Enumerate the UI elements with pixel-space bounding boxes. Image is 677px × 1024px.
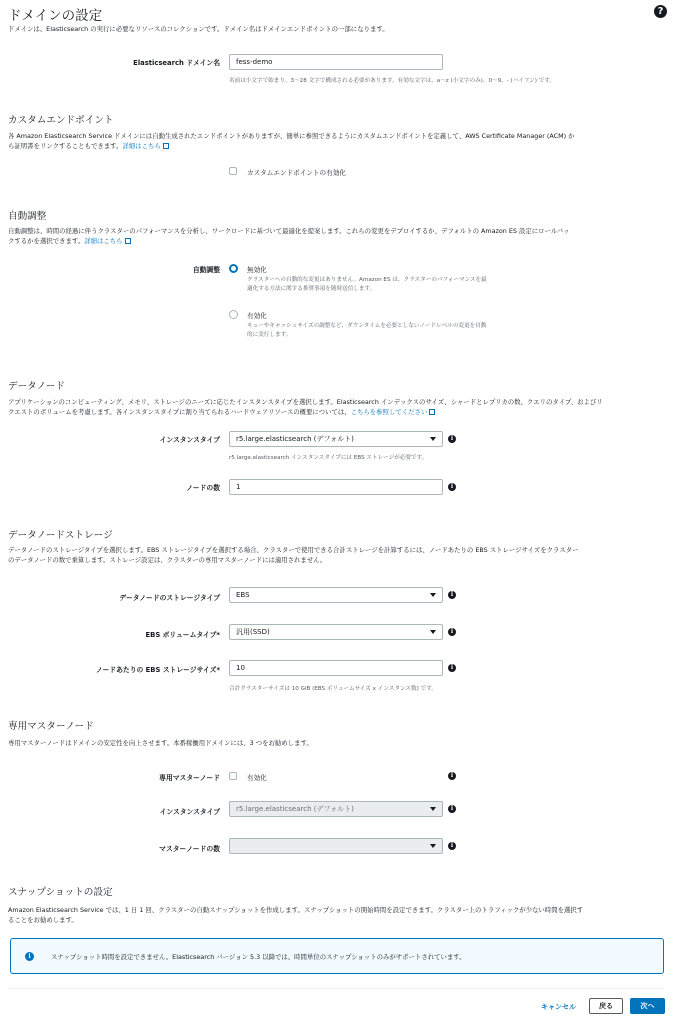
info-icon: i [25,952,34,961]
chevron-down-icon [430,807,436,811]
auto-tune-learn-more-link[interactable]: 詳細はこちら [84,237,123,245]
info-icon[interactable]: i [448,805,456,813]
ebs-volume-type-label: EBS ボリュームタイプ* [145,631,220,639]
master-count-select[interactable] [229,838,443,854]
data-nodes-heading: データノード [8,381,65,392]
cancel-button[interactable]: キャンセル [541,1003,576,1011]
page-title: ドメインの設定 [8,8,103,24]
info-icon[interactable]: i [448,483,456,491]
snapshot-heading: スナップショットの設定 [8,887,113,898]
master-description: 専用マスターノードはドメインの安定性を向上させます。本番稼働用ドメインには、3 つをお勧めします。 [8,739,313,747]
node-count-input[interactable]: 1 [229,479,443,495]
data-nodes-reference-link[interactable]: こちらを参照してください [350,408,428,416]
domain-name-hint: 名前は小文字で始まり、3～28 文字で構成される必要があります。有効な文字は、a～z (小文字のみ)、0～9、- (ハイフン) です。 [229,78,556,84]
back-button[interactable]: 戻る [589,998,623,1014]
snapshot-description: Amazon Elasticsearch Service では、1 日 1 回、クラスターの自動スナップショットを作成します。スナップショットの開始時間を設定できます。クラスター上のトラフィックが少ない時間を選択す ることをお勧めします。 [8,906,584,924]
master-heading: 専用マスターノード [8,721,94,732]
storage-type-label: データノードのストレージタイプ [119,594,220,602]
storage-type-select[interactable]: EBS [229,587,443,603]
data-nodes-description: アプリケーションのコンピューティング、メモリ、ストレージのニーズに応じたインスタンスタイプを選択します。Elasticsearch インデックスのサイズ、シャードとレプリカの数、クエリのタイプ、およびリ クエストのボリュームを考慮します。各インスタンスタイプに割り当てられるハードウェアリソースの概要については、こちらを参照してください [8,398,603,416]
master-count-label: マスターノードの数 [159,845,220,853]
chevron-down-icon [430,630,436,634]
instance-type-label: インスタンスタイプ [159,436,220,444]
external-link-icon [125,238,131,244]
domain-name-label: Elasticsearch ドメイン名 [133,59,220,67]
info-icon[interactable]: i [448,842,456,850]
master-instance-type-select[interactable]: r5.large.elasticsearch (デフォルト) [229,801,443,817]
auto-tune-description: 自動調整は、時間の経過に伴うクラスターのパフォーマンスを分析し、ワークロードに基づいて最適化を提案します。これらの変更をデプロイするか、デフォルトの Amazon ES 設定にロールバッ クするかを選択できます。詳細はこちら [8,227,570,245]
custom-endpoint-checkbox[interactable] [229,167,237,175]
storage-heading: データノードストレージ [8,530,113,541]
footer-divider [8,988,665,989]
snapshot-alert-text: スナップショット時間を設定できません。Elasticsearch バージョン 5.3 以降では、時間単位のスナップショットのみがサポートされています。 [51,953,466,961]
page-description: ドメインは、Elasticsearch の実行に必要なリソースのコレクションです。ドメイン名はドメインエンドポイントの一部になります。 [8,25,389,33]
chevron-down-icon [430,593,436,597]
custom-endpoint-description: 各 Amazon Elasticsearch Service ドメインには自動生成されたエンドポイントがありますが、簡単に参照できるようにカスタムエンドポイントを定義して、AWS Certificate Manager (ACM) か ら証明書をリンクすることもできます。詳細はこちら [8,132,575,150]
next-button[interactable]: 次へ [630,998,665,1014]
auto-tune-disable-radio[interactable] [229,264,238,273]
master-enable-label: 有効化 [247,774,267,782]
info-icon[interactable]: i [448,772,456,780]
master-label: 専用マスターノード [159,774,220,782]
auto-tune-enable-radio[interactable] [229,310,238,319]
node-count-label: ノードの数 [186,484,220,492]
ebs-storage-size-label: ノードあたりの EBS ストレージサイズ* [95,666,220,674]
ebs-storage-size-hint: 合計クラスターサイズは 10 GiB (EBS ボリュームサイズ x インスタンス数) です。 [229,686,437,692]
domain-name-input[interactable]: fess-demo [229,54,443,70]
auto-tune-label: 自動調整 [192,266,220,274]
auto-tune-enable-label: 有効化 [247,312,267,320]
storage-description: データノードのストレージタイプを選択します。EBS ストレージタイプを選択する場合、クラスターで使用できる合計ストレージを計算するには、ノードあたりの EBS ストレージサイズをクラスター のデータノードの数で乗算します。ストレージ設定は、クラスターの専用マスターノードには適用されません。 [8,546,579,564]
ebs-volume-type-select[interactable]: 汎用(SSD) [229,624,443,640]
info-icon[interactable]: i [448,628,456,636]
instance-type-hint: r5.large.elasticsearch インスタンスタイプには EBS ストレージが必要です。 [229,455,428,461]
help-icon[interactable]: ? [654,5,667,18]
chevron-down-icon [430,437,436,441]
auto-tune-enable-desc: キューやキャッシュサイズの調整など、ダウンタイムを必要としないノードレベルの変更を自動 的に実行します。 [247,323,487,338]
ebs-storage-size-input[interactable]: 10 [229,660,443,676]
auto-tune-disable-desc: クラスターへの自動的な変更はありません。Amazon ES は、クラスターのパフォーマンスを最 適化する方法に関する推奨事項を随時送信します。 [247,277,487,292]
info-icon[interactable]: i [448,664,456,672]
external-link-icon [163,143,169,149]
custom-endpoint-checkbox-label: カスタムエンドポイントの有効化 [247,169,346,177]
custom-endpoint-heading: カスタムエンドポイント [8,115,114,126]
auto-tune-disable-label: 無効化 [247,266,267,274]
external-link-icon [429,409,435,415]
auto-tune-heading: 自動調整 [8,211,47,222]
chevron-down-icon [430,844,436,848]
master-enable-checkbox[interactable] [229,772,237,780]
master-instance-type-label: インスタンスタイプ [159,808,220,816]
custom-endpoint-learn-more-link[interactable]: 詳細はこちら [122,142,161,150]
instance-type-select[interactable]: r5.large.elasticsearch (デフォルト) [229,431,443,447]
info-icon[interactable]: i [448,435,456,443]
snapshot-info-alert [10,938,664,974]
info-icon[interactable]: i [448,591,456,599]
